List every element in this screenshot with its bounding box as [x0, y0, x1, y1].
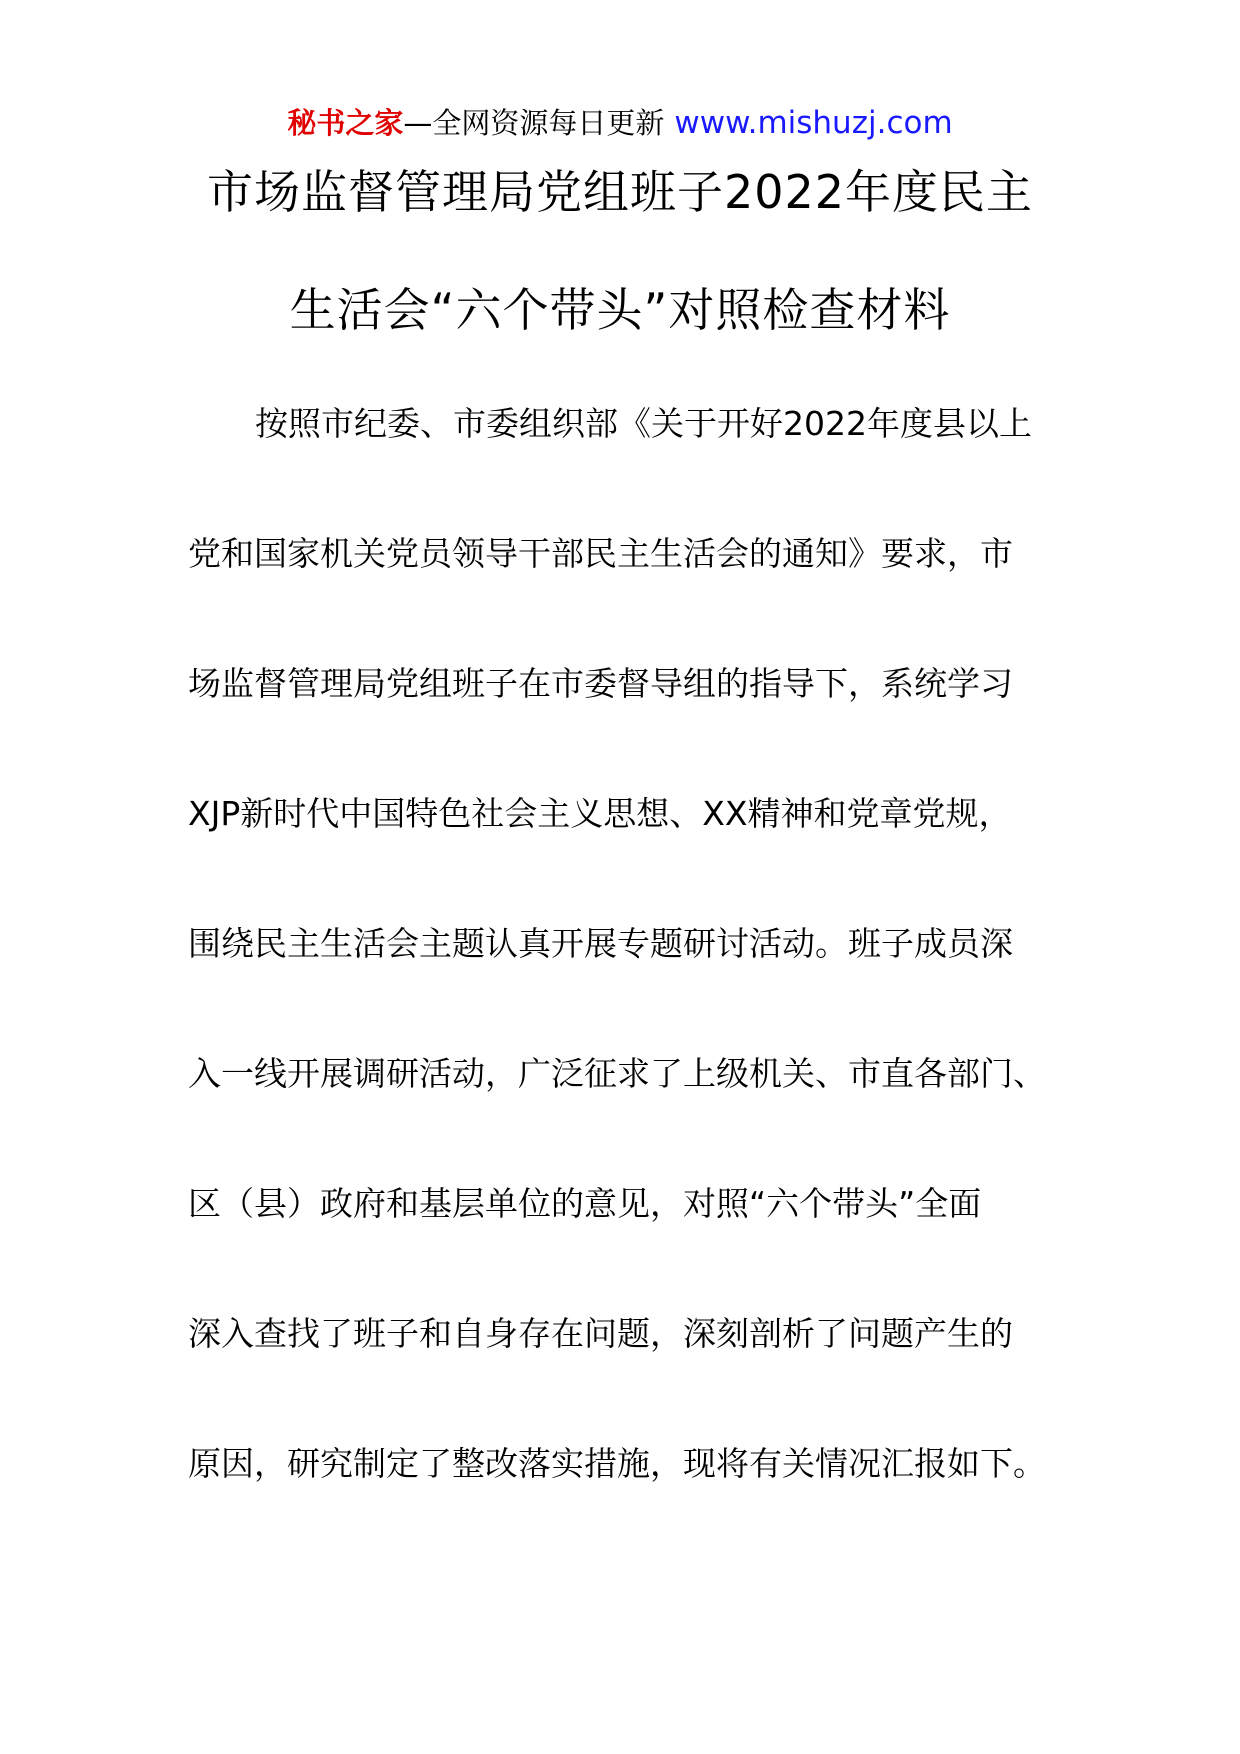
document-title-line-1: 市场监督管理局党组班子2022年度民主	[206, 165, 1034, 219]
body-line-6: 入一线开展调研活动，广泛征求了上级机关、市直各部门、	[188, 1054, 1046, 1093]
brand-name: 秘书之家	[287, 106, 404, 140]
body-line-7: 区（县）政府和基层单位的意见，对照“六个带头”全面	[188, 1184, 982, 1223]
body-line-4: XJP新时代中国特色社会主义思想、XX精神和党章党规，	[188, 794, 1012, 833]
body-line-8: 深入查找了班子和自身存在问题，深刻剖析了问题产生的	[188, 1314, 1013, 1353]
site-url-link[interactable]: www.mishuzj.com	[674, 105, 953, 141]
body-line-2: 党和国家机关党员领导干部民主生活会的通知》要求，市	[188, 534, 1013, 573]
body-line-1: 按照市纪委、市委组织部《关于开好2022年度县以上	[255, 404, 1032, 443]
body-line-3: 场监督管理局党组班子在市委督导组的指导下，系统学习	[188, 664, 1013, 703]
header-slogan: —全网资源每日更新	[403, 106, 665, 140]
body-line-5: 围绕民主生活会主题认真开展专题研讨活动。班子成员深	[188, 924, 1013, 963]
document-title-line-2: 生活会“六个带头”对照检查材料	[289, 283, 951, 337]
site-header	[0, 103, 1240, 143]
body-line-9: 原因，研究制定了整改落实措施，现将有关情况汇报如下。	[188, 1444, 1046, 1483]
